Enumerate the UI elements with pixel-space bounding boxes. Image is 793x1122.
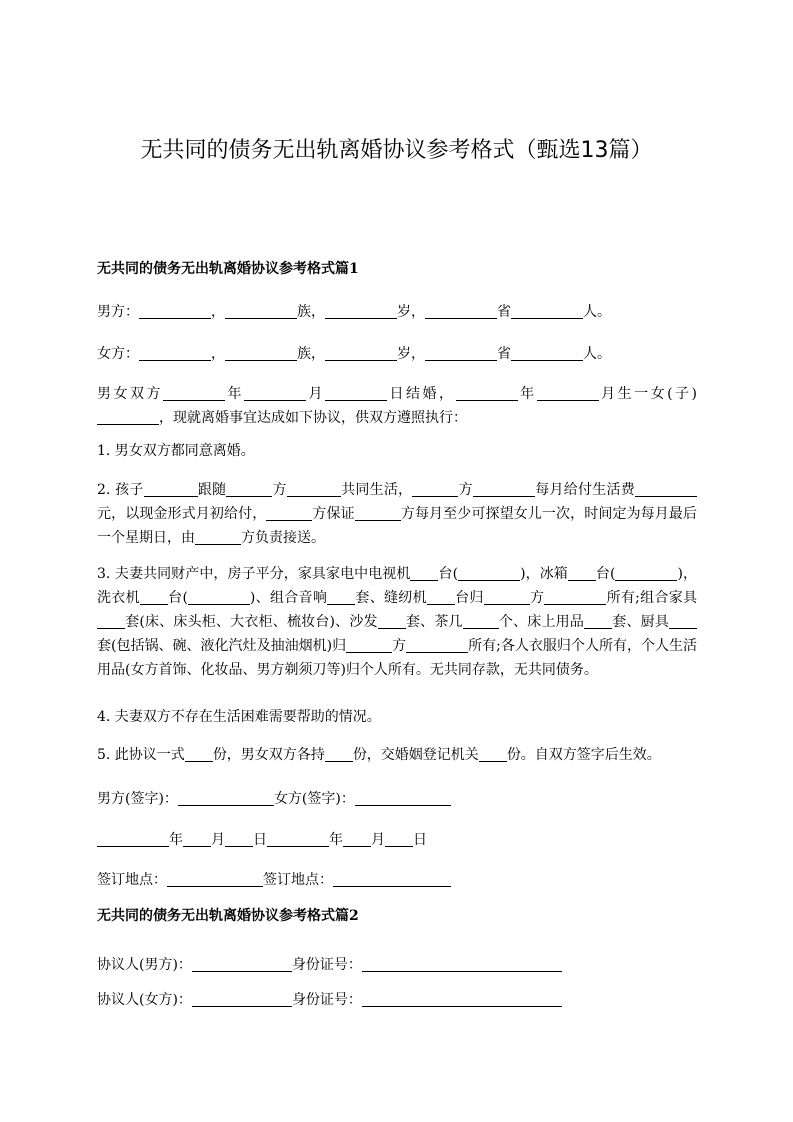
blank-field: [425, 303, 497, 319]
signature-line: 男方(签字)： 女方(签字)：: [97, 789, 451, 809]
marriage-paragraph: 男女双方 年 月 日结婚， 年 月生一女(子)，现就离婚事宜达成如下协议，供双方遵照执行：: [97, 386, 698, 426]
blank-field: [325, 345, 397, 361]
party-female-id-field[interactable]: [362, 991, 562, 1007]
male-info-line: 男方： ， 族， 岁， 省 人。: [97, 304, 611, 320]
signing-place-line: 签订地点： 签订地点：: [97, 870, 451, 890]
item-5: 5. 此协议一式 份，男女双方各持 份，交婚姻登记机关 份。自双方签字后生效。: [97, 747, 661, 763]
blank-field: [425, 345, 497, 361]
female-info-line: 女方： ， 族， 岁， 省 人。: [97, 346, 611, 362]
blank-field: [139, 303, 211, 319]
item-3-paragraph: 3. 夫妻共同财产中，房子平分，家具家电中电视机 台( )，冰箱 台( )，洗衣机 台( )、组合音响 套、缝纫机 台归 方 所有;组合家具套(床、床头柜、大衣柜、梳妆台)、沙发 套、茶几 个、床上用品 套、厨具套(包括锅、碗、液化汽灶及抽油烟机)归 方 所有;各人衣服归个人所有，个人生活用品(女方首饰、化妆品、男方剃须刀等)归个人所有。无共同存款，无共同债务。: [97, 566, 698, 678]
section-heading-1: 无共同的债务无出轨离婚协议参考格式篇1: [97, 261, 359, 277]
item-2-paragraph: 2. 孩子 跟随 方 共同生活， 方 每月给付生活费元，以现金形式月初给付， 方保证 方每月至少可探望女儿一次，时间定为每月最后一个星期日，由 方负责接送。: [97, 482, 698, 546]
blank-field: [511, 345, 583, 361]
signing-place-field-2[interactable]: [333, 871, 451, 887]
blank-field: [225, 303, 297, 319]
blank-field: [511, 303, 583, 319]
party-female-name-field[interactable]: [192, 991, 292, 1007]
signature-field-female[interactable]: [355, 790, 451, 806]
party-male-name-field[interactable]: [192, 956, 292, 972]
section-heading-2: 无共同的债务无出轨离婚协议参考格式篇2: [97, 908, 359, 924]
date-line: 年 月 日 年 月 日: [97, 830, 427, 850]
blank-field: [325, 303, 397, 319]
signing-place-field-1[interactable]: [167, 871, 263, 887]
blank-field: [225, 345, 297, 361]
party-male-line: 协议人(男方)： 身份证号：: [97, 955, 562, 975]
party-female-line: 协议人(女方)： 身份证号：: [97, 990, 562, 1010]
signature-field-male[interactable]: [178, 790, 274, 806]
document-title: 无共同的债务无出轨离婚协议参考格式（甄选13篇）: [140, 138, 653, 163]
item-1: 1. 男女双方都同意离婚。: [97, 443, 255, 459]
party-male-id-field[interactable]: [362, 956, 562, 972]
item-4: 4. 夫妻双方不存在生活困难需要帮助的情况。: [97, 709, 381, 725]
blank-field: [139, 345, 211, 361]
